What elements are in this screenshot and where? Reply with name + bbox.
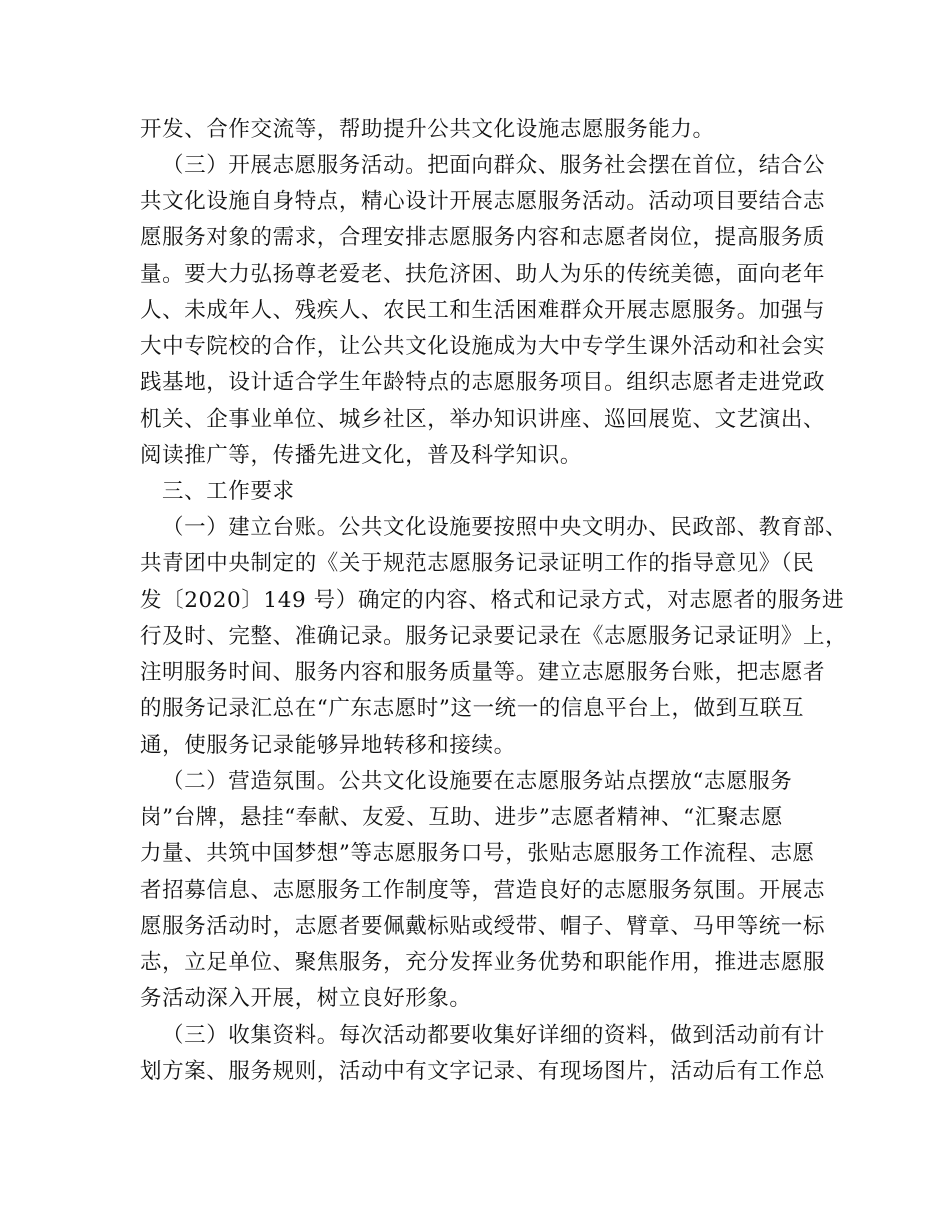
text-line: 力量、共筑中国梦想”等志愿服务口号，张贴志愿服务工作流程、志愿 xyxy=(140,841,815,866)
paragraph-heading-line: （三）收集资料。每次活动都要收集好详细的资料，做到活动前有计 xyxy=(162,1023,826,1048)
text-line: 大中专院校的合作，让公共文化设施成为大中专学生课外活动和社会实 xyxy=(140,334,826,359)
text-line: 通，使服务记录能够异地转移和接续。 xyxy=(140,733,516,758)
text-line: 愿服务对象的需求，合理安排志愿服务内容和志愿者岗位，提高服务质 xyxy=(140,225,826,250)
text-line: 志，立足单位、聚焦服务，充分发挥业务优势和职能作用，推进志愿服 xyxy=(140,950,826,975)
text-line: 开发、合作交流等，帮助提升公共文化设施志愿服务能力。 xyxy=(140,117,715,142)
text-line: 的服务记录汇总在“广东志愿时”这一统一的信息平台上，做到互联互 xyxy=(140,696,805,721)
text-line: 注明服务时间、服务内容和服务质量等。建立志愿服务台账，把志愿者 xyxy=(140,660,826,685)
paragraph-heading-line: （一）建立台账。公共文化设施要按照中央文明办、民政部、教育部、 xyxy=(162,515,848,540)
paragraph-heading-line: （三）开展志愿服务活动。把面向群众、服务社会摆在首位，结合公 xyxy=(162,153,826,178)
text-line: 发〔2020〕149 号）确定的内容、格式和记录方式，对志愿者的服务进 xyxy=(140,588,845,613)
text-line: 务活动深入开展，树立良好形象。 xyxy=(140,986,472,1011)
text-line: 共青团中央制定的《关于规范志愿服务记录证明工作的指导意见》（民 xyxy=(140,551,815,576)
text-line: 阅读推广等，传播先进文化，普及科学知识。 xyxy=(140,443,583,468)
text-line: 划方案、服务规则，活动中有文字记录、有现场图片，活动后有工作总 xyxy=(140,1059,826,1084)
text-line: 践基地，设计适合学生年龄特点的志愿服务项目。组织志愿者走进党政 xyxy=(140,370,826,395)
text-line: 者招募信息、志愿服务工作制度等，营造良好的志愿服务氛围。开展志 xyxy=(140,878,826,903)
section-heading: 三、工作要求 xyxy=(162,479,295,504)
text-line: 愿服务活动时，志愿者要佩戴标贴或绶带、帽子、臂章、马甲等统一标 xyxy=(140,914,826,939)
text-line: 量。要大力弘扬尊老爱老、扶危济困、助人为乐的传统美德，面向老年 xyxy=(140,262,826,287)
text-line: 共文化设施自身特点，精心设计开展志愿服务活动。活动项目要结合志 xyxy=(140,189,826,214)
text-line: 人、未成年人、残疾人、农民工和生活困难群众开展志愿服务。加强与 xyxy=(140,298,826,323)
text-line: 岗”台牌，悬挂“奉献、友爱、互助、进步”志愿者精神、“汇聚志愿 xyxy=(140,805,784,830)
text-line: 行及时、完整、准确记录。服务记录要记录在《志愿服务记录证明》上， xyxy=(140,624,848,649)
paragraph-heading-line: （二）营造氛围。公共文化设施要在志愿服务站点摆放“志愿服务 xyxy=(162,769,793,794)
text-line: 机关、企事业单位、城乡社区，举办知识讲座、巡回展览、文艺演出、 xyxy=(140,407,826,432)
